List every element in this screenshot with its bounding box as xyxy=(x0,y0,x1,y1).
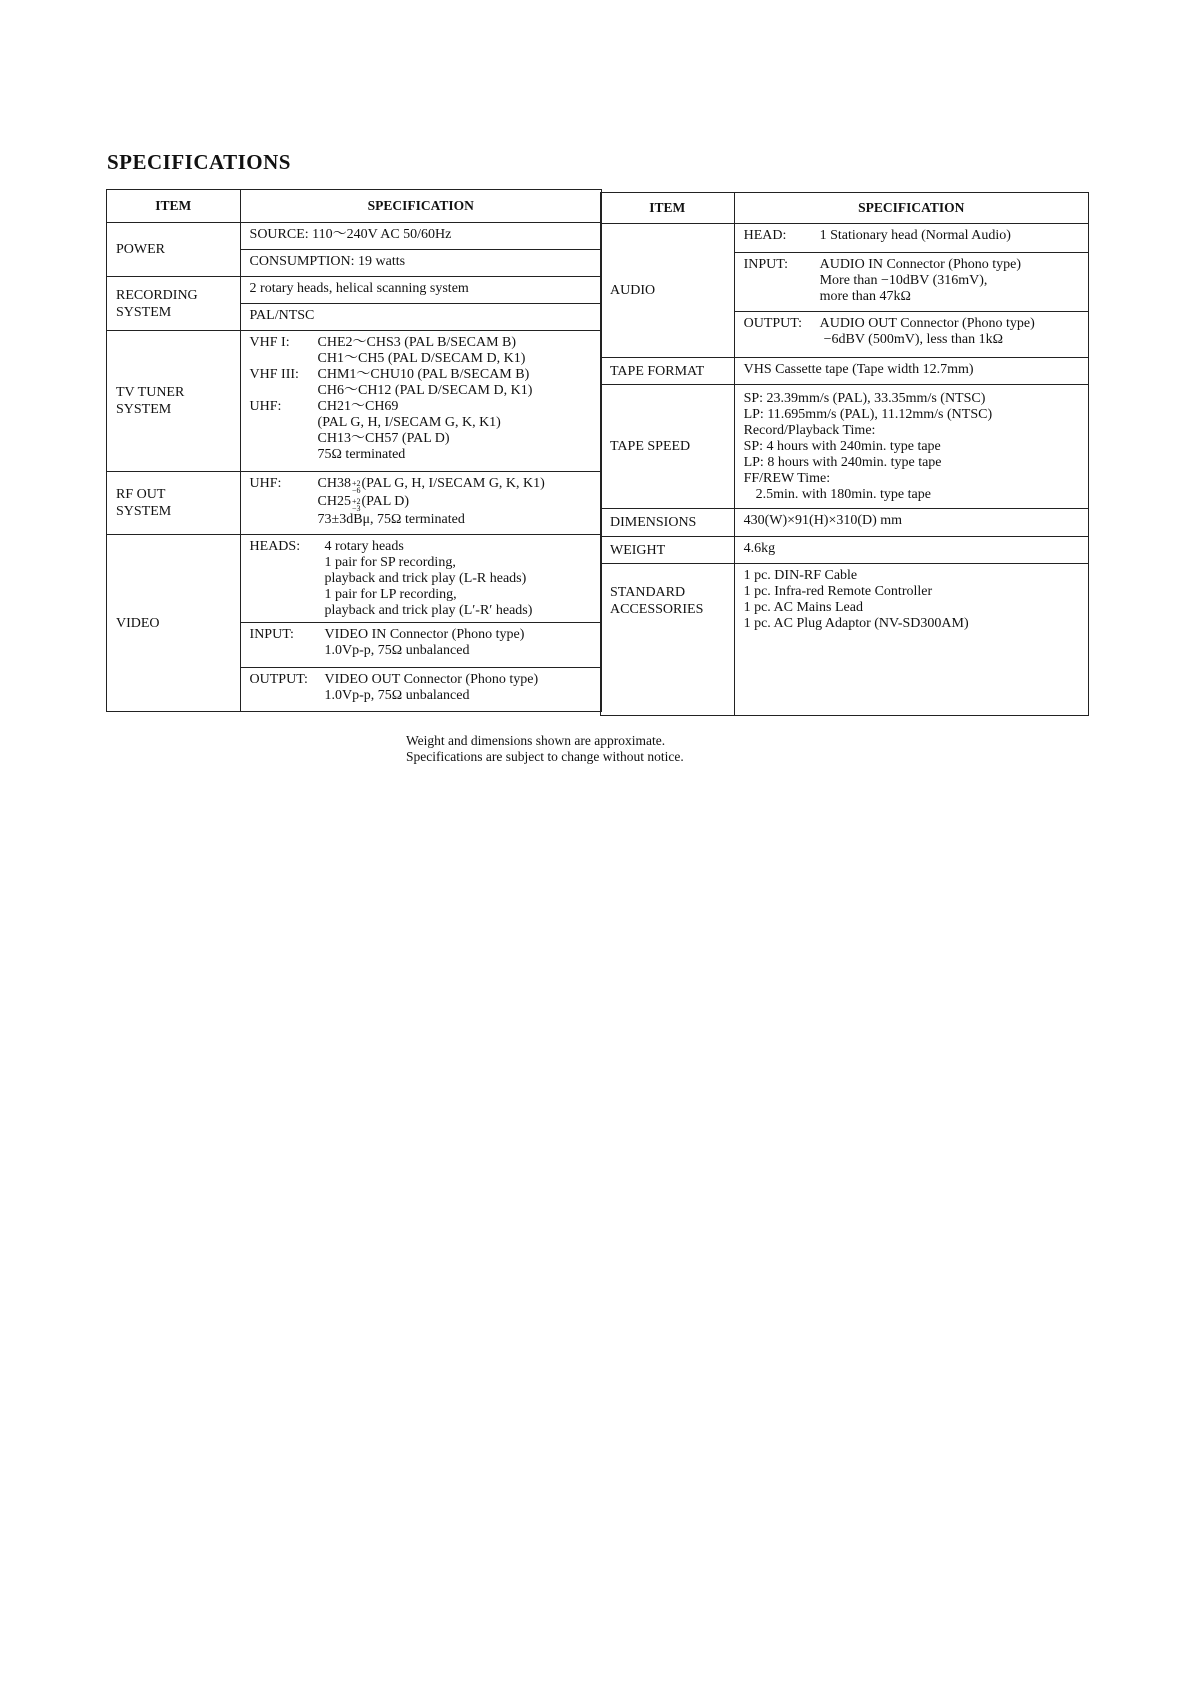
tuner-vhf1-key: VHF I: xyxy=(249,335,290,350)
column-header-specification: SPECIFICATION xyxy=(240,190,601,223)
audio-input-key: INPUT: xyxy=(743,257,789,272)
item-standard-accessories xyxy=(601,564,735,716)
tape-speed-line: SP: 4 hours with 240min. type tape xyxy=(743,439,941,454)
recording-system-type: PAL/NTSC xyxy=(249,308,315,323)
item-rf-out-system xyxy=(107,472,241,535)
rf-out-system-text: (PAL D) xyxy=(361,494,410,509)
tape-speed-line: 2.5min. with 180min. type tape xyxy=(755,487,931,502)
item-tape-speed: TAPE SPEED xyxy=(601,385,735,509)
tuner-vhf1 xyxy=(250,335,593,367)
tuner-uhf-line: (PAL G, H, I/SECAM G, K, K1) xyxy=(317,415,501,430)
tuner-spec xyxy=(241,331,601,466)
audio-head-value: 1 Stationary head (Normal Audio) xyxy=(819,228,1011,243)
rf-out-spec xyxy=(241,472,601,531)
tolerance-lower: −3 xyxy=(351,504,361,513)
rf-out-system-text: (PAL G, H, I/SECAM G, K, K1) xyxy=(361,476,545,491)
audio-output xyxy=(735,312,1088,351)
tuner-vhf1-line: CH1～CH5 (PAL D/SECAM D, K1) xyxy=(317,351,526,366)
dimensions-value: 430(W)×91(H)×310(D) mm xyxy=(743,513,903,528)
audio-input-line: more than 47kΩ xyxy=(819,289,911,304)
weight-value: 4.6kg xyxy=(743,541,776,556)
column-header-specification: SPECIFICATION xyxy=(734,193,1088,224)
tuner-uhf-line: CH13～CH57 (PAL D) xyxy=(317,431,450,446)
accessory-item: 1 pc. AC Plug Adaptor (NV-SD300AM) xyxy=(743,616,969,631)
item-label-line: TV TUNER xyxy=(116,385,185,400)
tape-format-value: VHS Cassette tape (Tape width 12.7mm) xyxy=(743,362,974,377)
power-consumption: CONSUMPTION: 19 watts xyxy=(249,254,406,269)
video-input-line: VIDEO IN Connector (Phono type) xyxy=(324,627,525,642)
power-source: SOURCE: 110～240V AC 50/60Hz xyxy=(249,227,452,242)
tuner-uhf-line: 75Ω terminated xyxy=(317,447,406,462)
tolerance-upper: +2 xyxy=(351,479,361,488)
tuner-vhf3-line: CHM1～CHU10 (PAL B/SECAM B) xyxy=(317,367,530,382)
tuner-uhf-key: UHF: xyxy=(249,399,282,414)
video-input xyxy=(241,623,601,662)
item-dimensions: DIMENSIONS xyxy=(601,509,735,537)
accessory-item: 1 pc. AC Mains Lead xyxy=(743,600,863,615)
tape-speed-line: SP: 23.39mm/s (PAL), 33.35mm/s (NTSC) xyxy=(743,391,986,406)
tuner-vhf3-line: CH6～CH12 (PAL D/SECAM D, K1) xyxy=(317,383,533,398)
audio-output-key: OUTPUT: xyxy=(743,316,803,331)
video-heads-line: playback and trick play (L-R heads) xyxy=(324,571,527,586)
rf-out-uhf xyxy=(250,476,593,528)
audio-head-key: HEAD: xyxy=(743,228,787,243)
tolerance-marker xyxy=(352,498,361,512)
item-label-line: ACCESSORIES xyxy=(610,602,704,617)
rf-out-line xyxy=(318,476,593,494)
video-output-line: 1.0Vp-p, 75Ω unbalanced xyxy=(324,688,470,703)
video-output xyxy=(241,668,601,707)
tuner-vhf3 xyxy=(250,367,593,399)
item-video: VIDEO xyxy=(107,535,241,712)
specifications-table-right xyxy=(600,192,1089,716)
item-tv-tuner-system xyxy=(107,331,241,472)
tolerance-marker xyxy=(352,480,361,494)
tape-speed-spec xyxy=(735,385,1088,506)
tolerance-lower: −6 xyxy=(351,486,361,495)
rf-out-line: 73±3dBμ, 75Ω terminated xyxy=(317,512,465,527)
item-tape-format: TAPE FORMAT xyxy=(601,358,735,385)
item-label-line: RECORDING xyxy=(116,287,198,303)
item-label-line: RF OUT xyxy=(116,487,166,502)
accessory-item: 1 pc. DIN-RF Cable xyxy=(743,568,858,583)
video-heads-key: HEADS: xyxy=(249,539,301,554)
video-heads-line: 1 pair for SP recording, xyxy=(324,555,456,570)
video-output-line: VIDEO OUT Connector (Phono type) xyxy=(324,672,539,687)
recording-heads: 2 rotary heads, helical scanning system xyxy=(249,281,469,296)
tape-speed-line: LP: 8 hours with 240min. type tape xyxy=(743,455,942,470)
footnote-line: Weight and dimensions shown are approximate. xyxy=(406,733,666,748)
tape-speed-line: Record/Playback Time: xyxy=(743,423,876,438)
tuner-uhf xyxy=(250,399,593,463)
video-input-line: 1.0Vp-p, 75Ω unbalanced xyxy=(324,643,470,658)
footnote xyxy=(406,733,684,765)
tolerance-upper: +2 xyxy=(351,497,361,506)
rf-out-line xyxy=(318,494,593,512)
item-label-line: SYSTEM xyxy=(116,304,172,320)
video-heads-line: 1 pair for LP recording, xyxy=(324,587,457,602)
item-recording-system xyxy=(107,277,241,331)
tuner-vhf3-key: VHF III: xyxy=(249,367,299,382)
footnote-line: Specifications are subject to change without notice. xyxy=(406,749,684,764)
item-weight: WEIGHT xyxy=(601,537,735,564)
tuner-uhf-line: CH21～CH69 xyxy=(317,399,399,414)
accessories-list xyxy=(735,564,1088,635)
audio-output-line: AUDIO OUT Connector (Phono type) xyxy=(819,316,1035,331)
column-header-item: ITEM xyxy=(601,193,735,224)
video-output-key: OUTPUT: xyxy=(249,672,308,687)
specifications-table-left xyxy=(106,189,602,712)
rf-out-channel: CH25 xyxy=(317,494,351,509)
audio-head xyxy=(735,224,1088,247)
tape-speed-line: LP: 11.695mm/s (PAL), 11.12mm/s (NTSC) xyxy=(743,407,993,422)
rf-out-channel: CH38 xyxy=(317,476,351,491)
page-title: SPECIFICATIONS xyxy=(107,150,291,174)
tuner-vhf1-line: CHE2～CHS3 (PAL B/SECAM B) xyxy=(317,335,517,350)
audio-input-line: AUDIO IN Connector (Phono type) xyxy=(819,257,1022,272)
audio-output-line: −6dBV (500mV), less than 1kΩ xyxy=(823,332,1004,347)
item-label-line: STANDARD xyxy=(610,585,686,600)
item-power: POWER xyxy=(107,223,241,277)
tape-speed-line: FF/REW Time: xyxy=(743,471,831,486)
item-audio: AUDIO xyxy=(601,224,735,358)
item-label-line: SYSTEM xyxy=(116,402,172,417)
video-heads-line: 4 rotary heads xyxy=(324,539,404,554)
video-heads-line: playback and trick play (L′-R′ heads) xyxy=(324,603,533,618)
column-header-item: ITEM xyxy=(107,190,241,223)
video-input-key: INPUT: xyxy=(249,627,294,642)
audio-input-line: More than −10dBV (316mV), xyxy=(819,273,988,288)
video-heads xyxy=(241,535,601,622)
audio-input xyxy=(735,253,1088,308)
rf-out-uhf-key: UHF: xyxy=(249,476,282,491)
item-label-line: SYSTEM xyxy=(116,504,172,519)
accessory-item: 1 pc. Infra-red Remote Controller xyxy=(743,584,933,599)
